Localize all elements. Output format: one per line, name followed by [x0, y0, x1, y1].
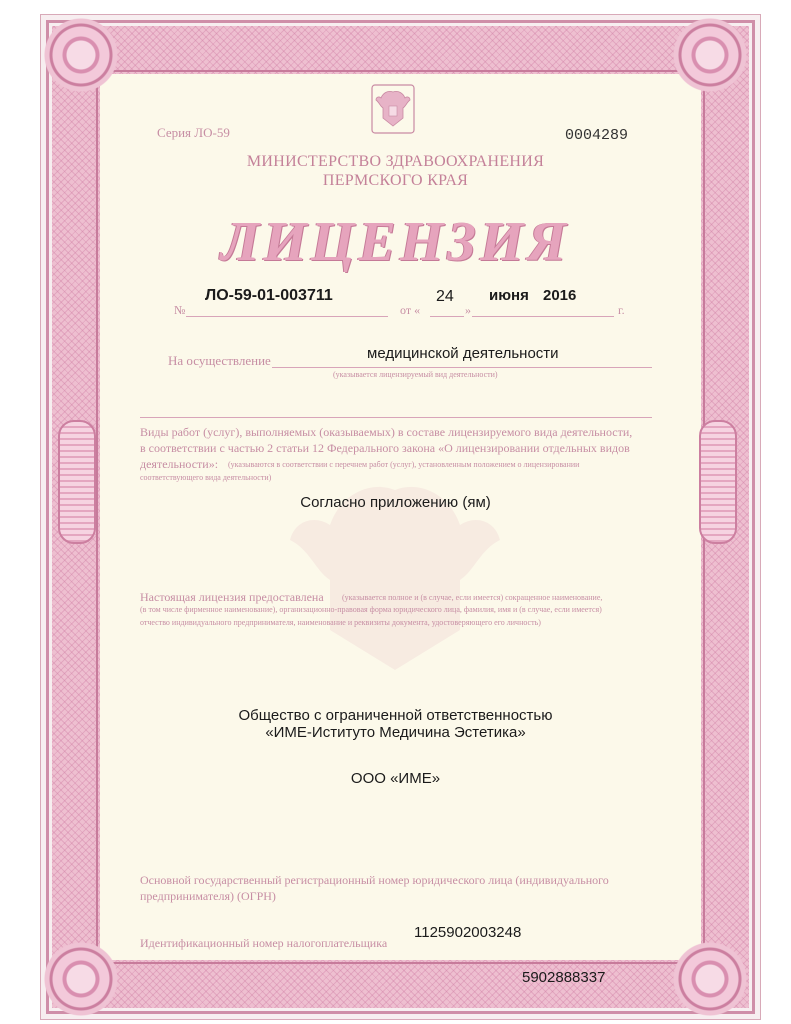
granted-text: Настоящая лицензия предоставлена — [140, 590, 324, 604]
ministry-line-2: ПЕРМСКОГО КРАЯ — [322, 172, 469, 189]
org-full-name-2: «ИМЕ-Иституто Медичина Эстетика» — [265, 724, 526, 741]
granted-hint-2: (в том числе фирменное наименование), организационно-правовая форма юридического лица, фамилия, имя и (в случае, если имеется) — [140, 605, 602, 614]
number-line — [186, 316, 388, 317]
date-month: июня — [489, 287, 529, 304]
works-hint-1: (указываются в соответствии с перечнем работ (услуг), установленным положением о лицензировании — [228, 460, 580, 469]
corner-rosette-icon — [44, 942, 118, 1016]
activity-value: медицинской деятельности — [367, 345, 559, 362]
org-short-name: ООО «ИМЕ» — [350, 770, 441, 787]
granted-hint-3: отчество индивидуального предпринимателя, наименование и реквизиты документа, удостоверяющего его личность) — [140, 618, 541, 627]
coat-of-arms-icon — [371, 84, 415, 134]
activity-line — [272, 367, 652, 368]
ogrn-label-2: предпринимателя) (ОГРН) — [140, 889, 276, 903]
inn-label: Идентификационный номер налогоплательщика — [140, 936, 388, 950]
corner-rosette-icon — [44, 18, 118, 92]
date-month-line — [472, 316, 614, 317]
date-from-label: от « — [400, 303, 421, 317]
form-number: 0004289 — [565, 127, 629, 144]
date-year: 2016 — [543, 287, 577, 304]
works-value: Согласно приложению (ям) — [300, 494, 491, 511]
series-label: Серия ЛО-59 — [157, 125, 230, 140]
corner-rosette-icon — [673, 942, 747, 1016]
activity-label: На осуществление — [168, 353, 271, 368]
number-prefix: № — [174, 303, 186, 317]
org-full-name-1: Общество с ограниченной ответственностью — [238, 707, 553, 724]
activity-hint: (указывается лицензируемый вид деятельности) — [333, 370, 498, 379]
side-medallion-icon — [699, 420, 737, 544]
date-day: 24 — [436, 288, 454, 305]
corner-rosette-icon — [673, 18, 747, 92]
ogrn-value: 1125902003248 — [414, 924, 522, 941]
date-close-quote: » — [465, 303, 471, 317]
side-medallion-icon — [58, 420, 96, 544]
ogrn-label-1: Основной государственный регистрационный номер юридического лица (индивидуального — [140, 873, 609, 887]
works-text-1: Виды работ (услуг), выполняемых (оказываемых) в составе лицензируемого вида деятельности, — [140, 425, 633, 439]
works-hint-2: соответствующего вида деятельности) — [140, 473, 272, 482]
blank-line — [140, 417, 652, 418]
works-text-2: в соответствии с частью 2 статьи 12 Федерального закона «О лицензировании отдельных видов — [140, 441, 630, 455]
works-text-3: деятельности»: — [140, 457, 219, 471]
ministry-line-1: МИНИСТЕРСТВО ЗДРАВООХРАНЕНИЯ — [246, 153, 545, 170]
inn-value: 5902888337 — [522, 969, 606, 986]
granted-hint-1: (указывается полное и (в случае, если имеется) сокращенное наименование, — [342, 593, 603, 602]
document-title: ЛИЦЕНЗИЯ — [220, 211, 571, 273]
license-number: ЛО-59-01-003711 — [205, 287, 333, 304]
date-year-suffix: г. — [618, 303, 625, 317]
date-day-line — [430, 316, 464, 317]
